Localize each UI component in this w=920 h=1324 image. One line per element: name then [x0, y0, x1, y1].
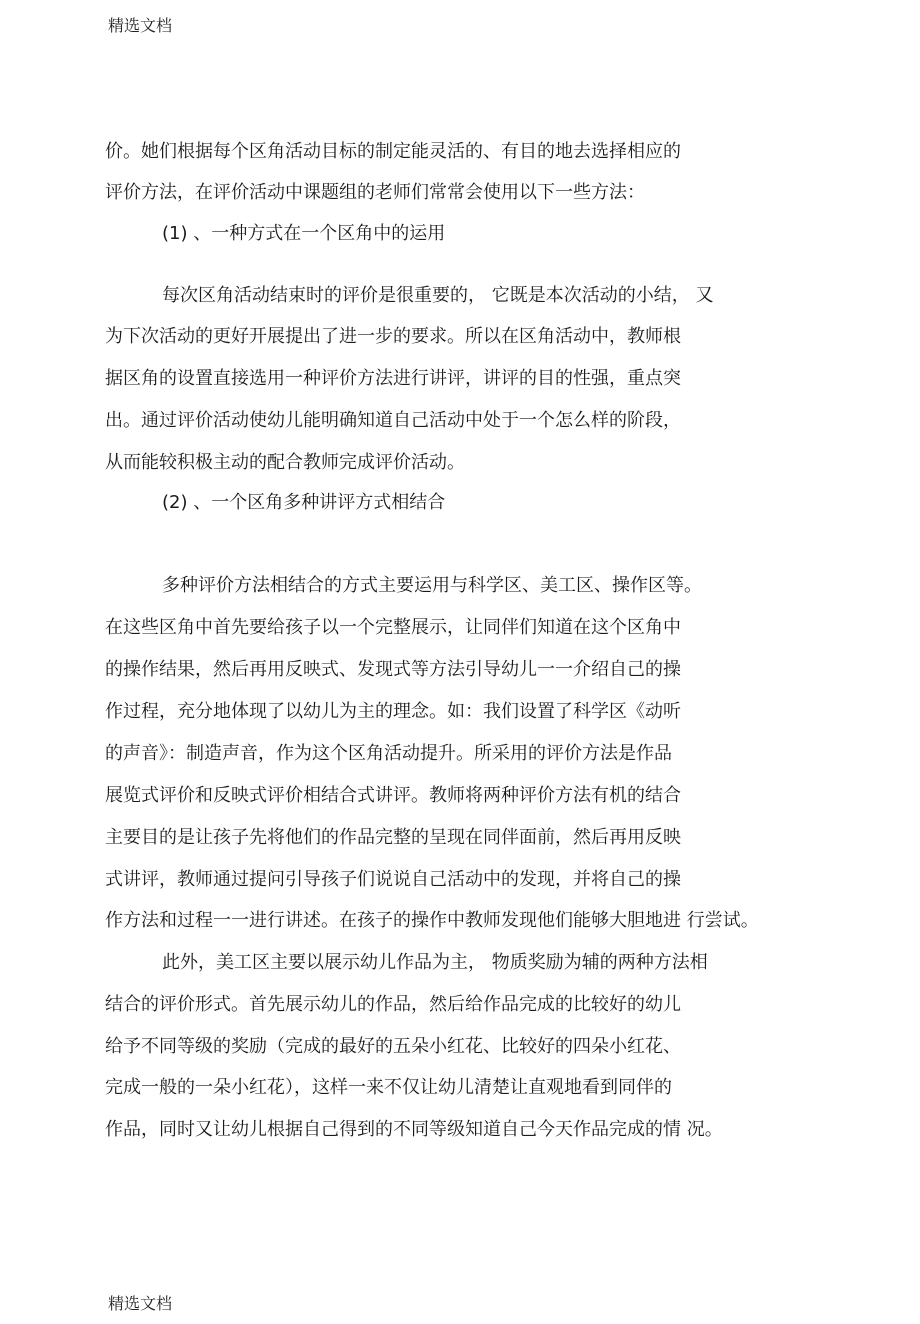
paragraph-line: 价。她们根据每个区角活动目标的制定能灵活的、有目的地去选择相应的: [105, 141, 681, 162]
paragraph-line: 的声音》：制造声音，作为这个区角活动提升。所采用的评价方法是作品: [105, 743, 672, 764]
section-heading: (1) 、一种方式在一个区角中的运用: [162, 223, 446, 244]
page-footer-label: 精选文档: [108, 1294, 173, 1313]
section-heading: (2) 、一个区角多种讲评方式相结合: [162, 492, 446, 513]
paragraph-line: 的操作结果，然后再用反映式、发现式等方法引导幼儿一一介绍自己的操: [105, 659, 681, 680]
paragraph-line: 主要目的是让孩子先将他们的作品完整的呈现在同伴面前，然后再用反映: [105, 827, 681, 848]
page-header-label: 精选文档: [108, 16, 173, 35]
paragraph-line: 在这些区角中首先要给孩子以一个完整展示，让同伴们知道在这个区角中: [105, 617, 681, 638]
paragraph-line: 每次区角活动结束时的评价是很重要的， 它既是本次活动的小结， 又: [162, 285, 714, 306]
paragraph-line: 此外，美工区主要以展示幼儿作品为主， 物质奖励为辅的两种方法相: [162, 952, 708, 973]
paragraph-line: 据区角的设置直接选用一种评价方法进行讲评，讲评的目的性强，重点突: [105, 368, 681, 389]
paragraph-line: 作品，同时又让幼儿根据自己得到的不同等级知道自己今天作品完成的情 况。: [105, 1119, 723, 1140]
paragraph-line: 作过程，充分地体现了以幼儿为主的理念。如：我们设置了科学区《动听: [105, 701, 681, 722]
paragraph-line: 评价方法，在评价活动中课题组的老师们常常会使用以下一些方法：: [105, 182, 645, 203]
paragraph-line: 给予不同等级的奖励（完成的最好的五朵小红花、比较好的四朵小红花、: [105, 1036, 681, 1057]
paragraph-line: 为下次活动的更好开展提出了进一步的要求。所以在区角活动中，教师根: [105, 326, 681, 347]
paragraph-line: 结合的评价形式。首先展示幼儿的作品，然后给作品完成的比较好的幼儿: [105, 994, 681, 1015]
paragraph-line: 展览式评价和反映式评价相结合式讲评。教师将两种评价方法有机的结合: [105, 785, 681, 806]
paragraph-line: 作方法和过程一一进行讲述。在孩子的操作中教师发现他们能够大胆地进 行尝试。: [105, 910, 759, 931]
paragraph-line: 出。通过评价活动使幼儿能明确知道自己活动中处于一个怎么样的阶段，: [105, 410, 681, 431]
paragraph-line: 从而能较积极主动的配合教师完成评价活动。: [105, 452, 465, 473]
paragraph-line: 完成一般的一朵小红花），这样一来不仅让幼儿清楚让直观地看到同伴的: [105, 1077, 672, 1098]
paragraph-line: 式讲评，教师通过提问引导孩子们说说自己活动中的发现，并将自己的操: [105, 869, 681, 890]
paragraph-line: 多种评价方法相结合的方式主要运用与科学区、美工区、操作区等。: [162, 575, 702, 596]
